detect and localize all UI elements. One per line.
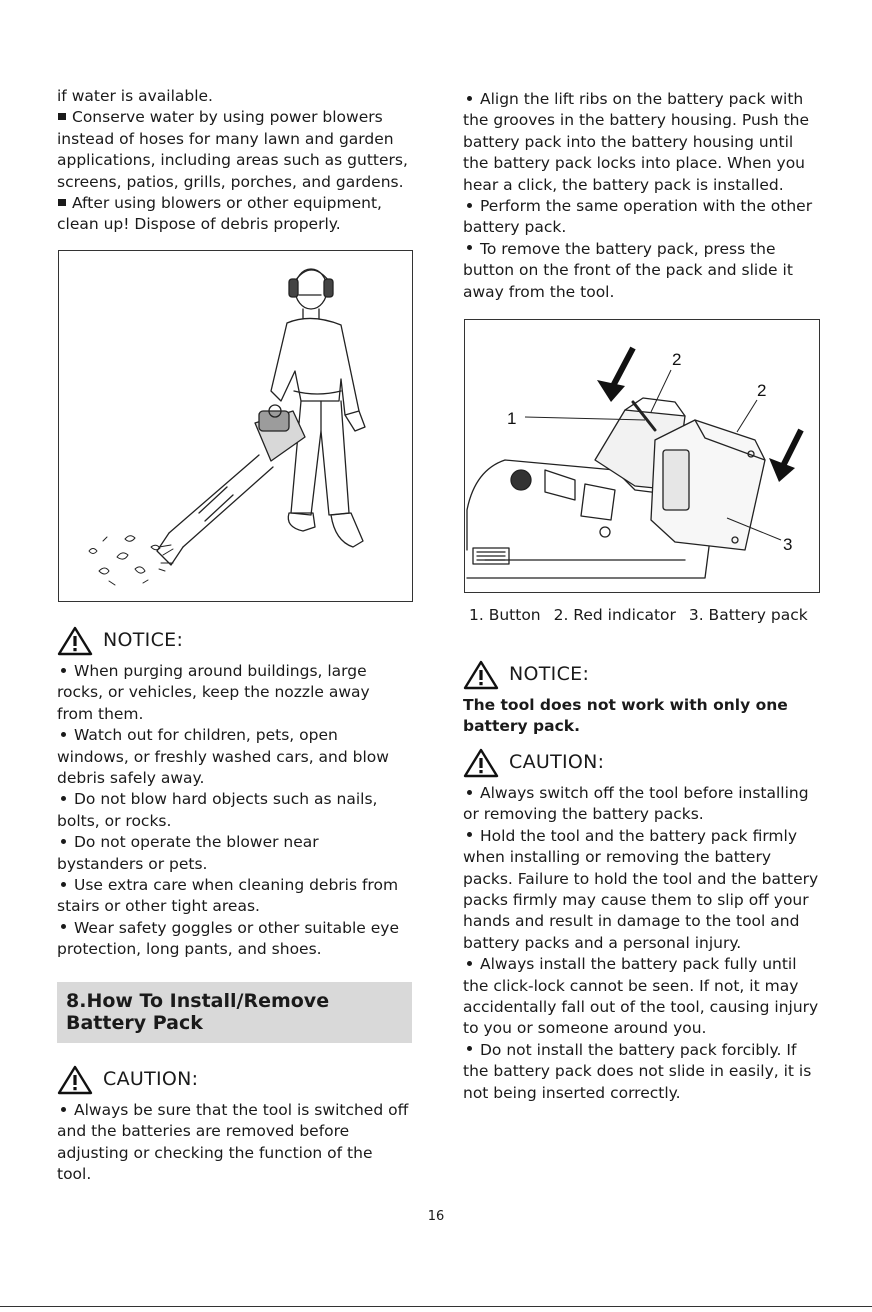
bullet-dot-icon [61,882,66,887]
battery-install-illustration [465,320,819,592]
figure-caption [469,606,816,624]
bullet-dot-icon [467,96,472,101]
blower-operator-illustration [59,251,412,601]
caution-right-title: CAUTION: [509,751,605,774]
paragraph-water-available: if water is available. [57,87,213,105]
caution-right [463,743,819,1104]
bullet-dot-icon [467,245,472,250]
bullet-dot-icon [61,668,66,673]
bullet-dot-icon [61,732,66,737]
warning-triangle-icon [463,660,499,690]
notice-left [57,621,409,961]
caution-right-bullet: Hold the tool and the battery pack firmly when installing or removing the battery packs. Failure to hold the tool and the battery packs firmly may cause them to slip off your hands and result in damage to the tool and battery packs and a personal injury. [463,826,819,952]
notice-left-bullet: Wear safety goggles or other suitable eye protection, long pants, and shoes. [57,918,399,959]
notice-right [463,655,819,738]
page-number: 16 [427,1209,445,1224]
bullet-dot-icon [467,961,472,966]
bullet-dot-icon [61,796,66,801]
bullet-dot-icon [61,924,66,929]
caption-battery-pack: 3. Battery pack [688,606,808,624]
bullet-clean-up: After using blowers or other equipment, clean up! Dispose of debris properly. [57,194,382,234]
caution-right-bullet: Always install the battery pack fully until the click-lock cannot be seen. If not, it may accidentally fall out of the tool, causing injury to you or someone around you. [463,955,819,1038]
notice-left-header [57,621,409,661]
notice-left-bullet: Do not operate the blower near bystanders or pets. [57,833,319,873]
caution-right-bullet: Do not install the battery pack forcibly. If the battery pack does not slide in easily, it is not being inserted correctly. [463,1040,812,1102]
notice-right-text: The tool does not work with only one battery pack. [463,696,788,736]
callout-label-2b: 2 [757,381,767,400]
caution-left [57,1060,409,1186]
notice-right-header [463,655,819,695]
caption-red-indicator: 2. Red indicator [553,606,676,624]
section-heading-bar [57,982,412,1043]
caution-left-bullet: Always be sure that the tool is switched off and the batteries are removed before adjusting or checking the function of the tool. [57,1101,409,1184]
callout-label-3: 3 [783,535,793,554]
notice-left-bullet: When purging around buildings, large rocks, or vehicles, keep the nozzle away from them. [57,662,370,723]
bullet-dot-icon [61,839,66,844]
bullet-dot-icon [467,790,472,795]
caption-button: 1. Button [469,606,541,624]
figure-battery-install [464,319,820,593]
caution-right-header [463,743,819,783]
warning-triangle-icon [57,1065,93,1095]
figure-blower-operator [58,250,413,602]
install-step-bullet: To remove the battery pack, press the button on the front of the pack and slide it away from the tool. [463,239,793,301]
install-step-bullet: Align the lift ribs on the battery pack with the grooves in the battery housing. Push the battery pack into the battery housing until the battery pack locks into place. When you hear a click, the battery pack is installed. [463,90,810,194]
insert-arrow-icon [769,430,801,482]
notice-left-bullet: Do not blow hard objects such as nails, bolts, or rocks. [57,790,378,830]
warning-triangle-icon [463,748,499,778]
notice-left-title: NOTICE: [103,629,184,652]
notice-right-title: NOTICE: [509,663,590,686]
callout-label-1: 1 [507,409,517,428]
bottom-rule [0,1306,872,1307]
left-top-text [57,86,409,236]
insert-arrow-icon [597,348,633,402]
square-bullet-icon [58,113,66,120]
install-step-bullet: Perform the same operation with the other battery pack. [463,197,813,237]
bullet-conserve-water: Conserve water by using power blowers instead of hoses for many lawn and garden applications, including areas such as gutters, screens, patios, grills, porches, and gardens. [57,108,408,191]
notice-left-bullet: Use extra care when cleaning debris from stairs or other tight areas. [57,876,399,916]
caution-left-title: CAUTION: [103,1068,199,1091]
bullet-dot-icon [467,203,472,208]
callout-label-2: 2 [672,350,682,369]
bullet-dot-icon [61,1107,66,1112]
notice-left-bullet: Watch out for children, pets, open windows, or freshly washed cars, and blow debris safely away. [57,726,389,788]
right-top-text [463,89,819,303]
bullet-dot-icon [467,1046,472,1051]
bullet-dot-icon [467,832,472,837]
warning-triangle-icon [57,626,93,656]
square-bullet-icon [58,199,66,206]
caution-right-bullet: Always switch off the tool before installing or removing the battery packs. [463,784,809,824]
caution-left-header [57,1060,409,1100]
section-heading: 8.How To Install/Remove Battery Pack [66,990,330,1034]
